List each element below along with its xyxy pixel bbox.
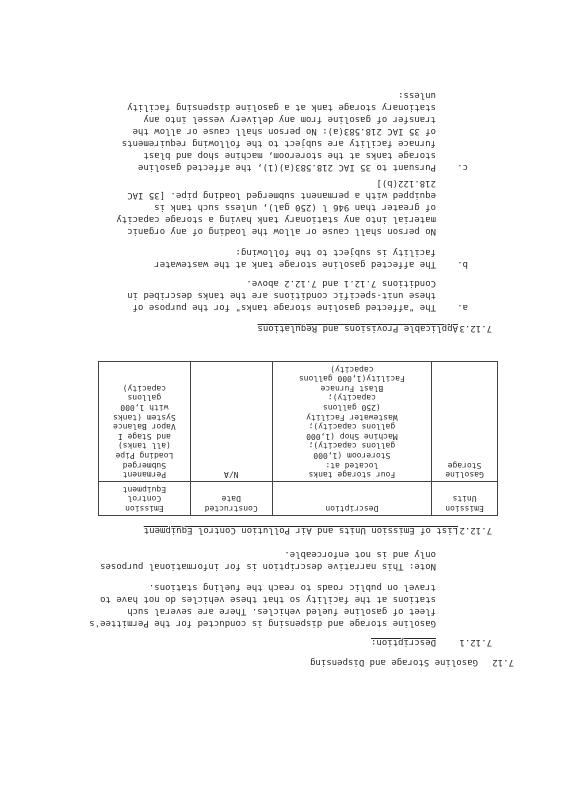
- provisions-number: 7.12.3: [459, 323, 492, 333]
- item-line: stationary storage tank at a gasoline dispensing facility: [127, 102, 436, 112]
- item-marker: b.: [457, 259, 468, 269]
- description-line: stations at the facility so that these vehicles do not have to: [100, 594, 436, 604]
- header-emission-units: Emission Units: [432, 482, 498, 516]
- cell-description: Four storage tanks located at: Storeroom (1,000 gallons capacity); Machine Shop (1,000 gallons capacity); Wastewater Facility (250 gallons capacity); Blast Furnace Facility(1,000 gallons capacity): [272, 362, 431, 482]
- description-heading: Description:: [370, 637, 436, 647]
- emission-units-table: [98, 361, 498, 516]
- item-line: facility is subject to the following:: [235, 247, 436, 257]
- item-line: of greater than 946 l (250 gal), unless such tank is: [154, 202, 436, 212]
- description-line: fleet of gasoline fueled vehicles. There are several such: [127, 606, 436, 616]
- equipment-number: 7.12.2: [459, 525, 492, 535]
- description-line: Gasoline storage and dispensing is conducted for the Permittee's: [89, 618, 436, 628]
- item-line: 218.122(b)]: [376, 178, 436, 188]
- item-line: of 35 IAC 218.583(a): No person shall cause or allow the: [132, 126, 436, 136]
- header-description: Description: [272, 482, 431, 516]
- section-title: Gasoline Storage and Dispensing: [310, 657, 478, 667]
- cell-control-equipment: Permanent Submerged Loading Pipe (all tanks) and Stage I Vapor Balance System (tanks with 1,000 gallons capacity): [99, 362, 191, 482]
- item-marker: c.: [457, 162, 468, 172]
- description-line: travel on public roads to reach the fueling stations.: [148, 582, 436, 592]
- note-line: only and is not enforceable.: [284, 549, 436, 559]
- item-marker: a.: [457, 302, 468, 312]
- item-line: material into any stationary tank having a storage capacity: [116, 214, 436, 224]
- item-line: No person shall cause or allow the loading of any organic: [127, 226, 436, 236]
- item-line: The affected gasoline storage tank at the wastewater: [154, 259, 436, 269]
- item-line: transfer of gasoline from any delivery vessel into any: [143, 114, 436, 124]
- item-line: The "affected gasoline storage tanks" for the purpose of: [132, 302, 436, 312]
- table-header-row: [99, 482, 498, 516]
- header-control-equipment: Emission Control Equipment: [99, 482, 191, 516]
- section-number: 7.12: [492, 657, 514, 667]
- item-line: furnace facility are subject to the following requirements: [121, 138, 436, 148]
- equipment-heading: List of Emission Units and Air Pollution Control Equipment: [143, 525, 458, 535]
- item-line: unless:: [398, 90, 436, 100]
- table-row: [99, 362, 498, 482]
- header-constructed-date: Constructed Date: [190, 482, 272, 516]
- description-number: 7.12.1: [459, 637, 492, 647]
- item-line: storage tanks at the storeroom, machine shop and blast: [143, 150, 436, 160]
- note-line: Note: This narrative description is for informational purposes: [100, 561, 436, 571]
- item-line: Pursuant to 35 IAC 218.583(a)(1), the affected gasoline: [137, 162, 436, 172]
- cell-constructed-date: N/A: [190, 362, 272, 482]
- item-line: equipped with a permanent submerged loading pipe. [35 IAC: [127, 190, 436, 200]
- cell-emission-unit: Gasoline Storage: [432, 362, 498, 482]
- item-line: these unit-specific conditions are the tanks described in: [127, 290, 436, 300]
- provisions-heading: Applicable Provisions and Regulations: [257, 323, 458, 333]
- item-line: Conditions 7.12.1 and 7.12.2 above.: [246, 278, 436, 288]
